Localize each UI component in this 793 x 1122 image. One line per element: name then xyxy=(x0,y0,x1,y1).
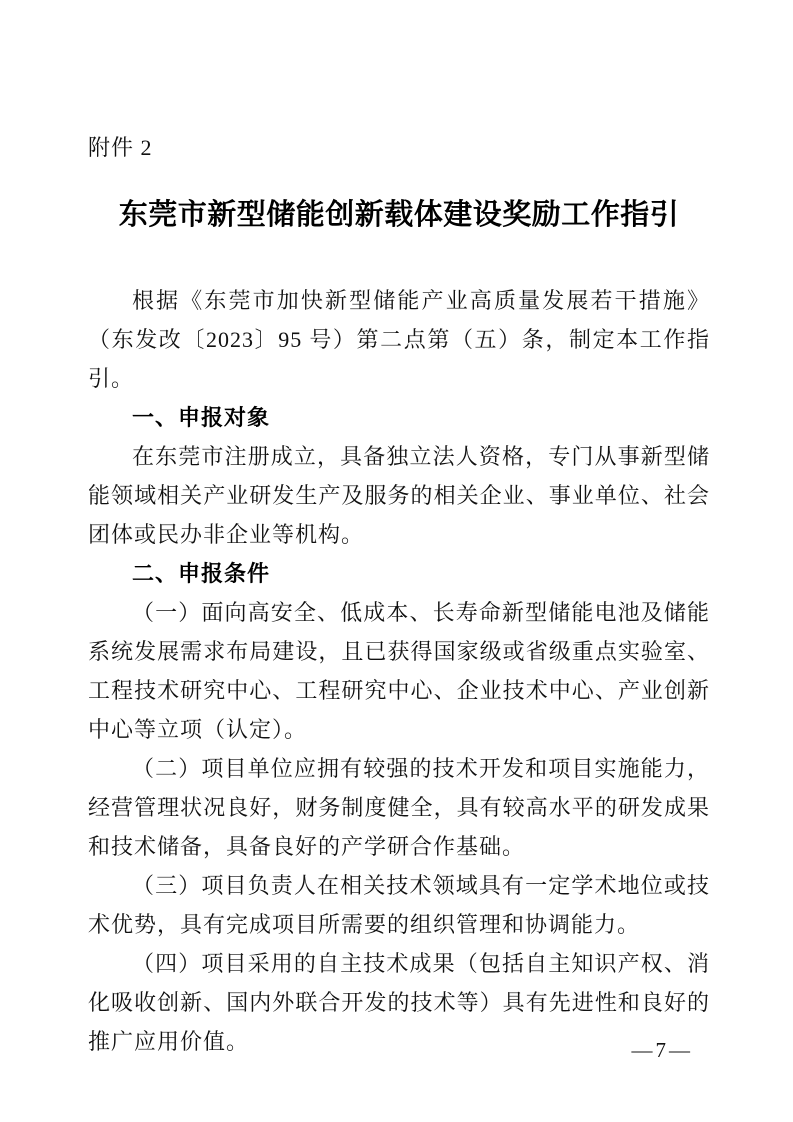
attachment-label: 附件 2 xyxy=(88,135,153,160)
section-heading-application-targets: 一、申报对象 xyxy=(132,405,271,430)
intro-paragraph: 根据《东莞市加快新型储能产业高质量发展若干措施》（东发改〔2023〕95 号）第二点第（五）条，制定本工作指引。 xyxy=(88,288,710,391)
section-2-paragraph-3: （三）项目负责人在相关技术领域具有一定学术地位或技术优势，具有完成项目所需要的组织管理和协调能力。 xyxy=(88,873,710,937)
section-heading-application-conditions: 二、申报条件 xyxy=(132,561,271,586)
section-2-paragraph-2: （二）项目单位应拥有较强的技术开发和项目实施能力，经营管理状况良好，财务制度健全，具有较高水平的研发成果和技术储备，具备良好的产学研合作基础。 xyxy=(88,756,710,859)
document-body xyxy=(88,281,710,1061)
page-number: —7— xyxy=(631,1038,693,1062)
document-title: 东莞市新型储能创新载体建设奖励工作指引 xyxy=(118,199,680,231)
section-2-paragraph-4: （四）项目采用的自主技术成果（包括自主知识产权、消化吸收创新、国内外联合开发的技术等）具有先进性和良好的推广应用价值。 xyxy=(88,951,710,1054)
section-2-paragraph-1: （一）面向高安全、低成本、长寿命新型储能电池及储能系统发展需求布局建设，且已获得国家级或省级重点实验室、工程技术研究中心、工程研究中心、企业技术中心、产业创新中心等立项（认定）。 xyxy=(88,600,710,742)
section-1-paragraph-1: 在东莞市注册成立，具备独立法人资格，专门从事新型储能领域相关产业研发生产及服务的相关企业、事业单位、社会团体或民办非企业等机构。 xyxy=(88,444,710,547)
